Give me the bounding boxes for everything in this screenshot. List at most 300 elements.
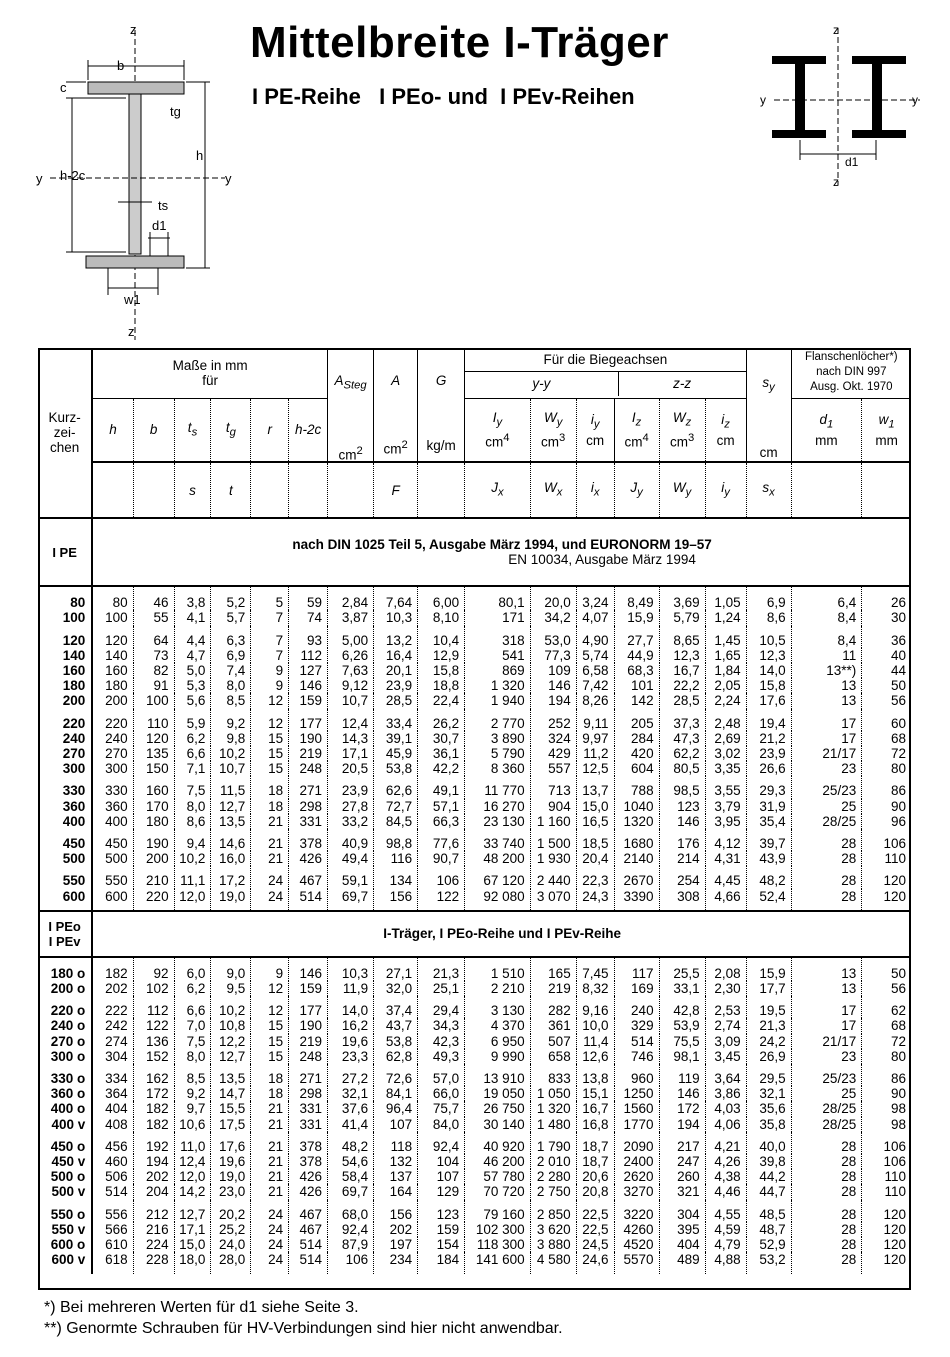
value-cell: 404 bbox=[659, 1237, 705, 1252]
value-cell: 15 bbox=[251, 1018, 289, 1033]
value-cell: 18,5 bbox=[576, 829, 614, 851]
value-cell: 49,1 bbox=[418, 776, 465, 798]
header-alt-cell bbox=[133, 462, 174, 518]
value-cell: 298 bbox=[289, 799, 328, 814]
value-cell: 28 bbox=[791, 866, 862, 888]
value-cell: 22,2 bbox=[659, 678, 705, 693]
table-row bbox=[38, 889, 911, 911]
value-cell: 4,88 bbox=[705, 1252, 746, 1273]
value-cell: 3,55 bbox=[705, 776, 746, 798]
value-cell: 21 bbox=[251, 1132, 289, 1154]
value-cell: 102 300 bbox=[465, 1222, 530, 1237]
value-cell: 29,4 bbox=[418, 996, 465, 1018]
value-cell: 24,5 bbox=[576, 1237, 614, 1252]
value-cell: 80,1 bbox=[465, 586, 530, 610]
value-cell: 5,7 bbox=[211, 610, 251, 625]
value-cell: 224 bbox=[133, 1237, 174, 1252]
value-cell: 32,1 bbox=[746, 1086, 791, 1101]
value-cell: 3,64 bbox=[705, 1064, 746, 1086]
value-cell: 169 bbox=[614, 981, 659, 996]
value-cell: 3,79 bbox=[705, 799, 746, 814]
value-cell: 2,24 bbox=[705, 693, 746, 708]
value-cell: 304 bbox=[659, 1200, 705, 1222]
value-cell: 222 bbox=[92, 996, 133, 1018]
value-cell: 28 bbox=[791, 829, 862, 851]
table-row bbox=[38, 731, 911, 746]
table-row bbox=[38, 626, 911, 648]
kurzzeichen-cell: 330 bbox=[38, 776, 92, 798]
value-cell: 34,3 bbox=[418, 1018, 465, 1033]
value-cell: 5,0 bbox=[174, 663, 211, 678]
value-cell: 9,4 bbox=[174, 829, 211, 851]
kurzzeichen-cell: 180 o bbox=[38, 957, 92, 981]
table-row bbox=[38, 851, 911, 866]
value-cell: 1 160 bbox=[530, 814, 576, 829]
value-cell: 36,1 bbox=[418, 746, 465, 761]
value-cell: 64 bbox=[133, 626, 174, 648]
value-cell: 156 bbox=[374, 1200, 418, 1222]
table-row bbox=[38, 586, 911, 610]
value-cell: 28 bbox=[791, 1222, 862, 1237]
value-cell: 23 bbox=[791, 761, 862, 776]
value-cell: 15,0 bbox=[576, 799, 614, 814]
value-cell: 1680 bbox=[614, 829, 659, 851]
value-cell: 17,2 bbox=[211, 866, 251, 888]
value-cell: 5,74 bbox=[576, 648, 614, 663]
value-cell: 1 930 bbox=[530, 851, 576, 866]
kurzzeichen-cell: 600 v bbox=[38, 1252, 92, 1273]
header-wz: $W_z$ $cm^3$ bbox=[659, 398, 705, 462]
value-cell: 904 bbox=[530, 799, 576, 814]
kurzzeichen-cell: 550 bbox=[38, 866, 92, 888]
value-cell: 84,0 bbox=[418, 1117, 465, 1132]
value-cell: 4,4 bbox=[174, 626, 211, 648]
kurzzeichen-cell: 200 bbox=[38, 693, 92, 708]
value-cell: 120 bbox=[862, 1252, 911, 1273]
value-cell: 137 bbox=[374, 1169, 418, 1184]
header-row-alt bbox=[38, 462, 911, 518]
header-alt-cell: $J_y$ bbox=[614, 462, 659, 518]
value-cell: 10,6 bbox=[174, 1117, 211, 1132]
value-cell: 21 bbox=[251, 1169, 289, 1184]
value-cell: 48 200 bbox=[465, 851, 530, 866]
svg-text:b: b bbox=[117, 58, 125, 73]
value-cell: 194 bbox=[530, 693, 576, 708]
value-cell: 17 bbox=[791, 731, 862, 746]
value-cell: 202 bbox=[374, 1222, 418, 1237]
value-cell: 16,5 bbox=[576, 814, 614, 829]
value-cell: 40,0 bbox=[746, 1132, 791, 1154]
value-cell: 48,2 bbox=[746, 866, 791, 888]
value-cell: 202 bbox=[133, 1169, 174, 1184]
value-cell: 8,4 bbox=[791, 626, 862, 648]
value-cell: 7,63 bbox=[328, 663, 374, 678]
value-cell: 55 bbox=[133, 610, 174, 625]
value-cell: 5,2 bbox=[211, 586, 251, 610]
value-cell: 21 bbox=[251, 1117, 289, 1132]
value-cell: 62 bbox=[862, 996, 911, 1018]
value-cell: 1770 bbox=[614, 1117, 659, 1132]
value-cell: 9,2 bbox=[174, 1086, 211, 1101]
value-cell: 104 bbox=[418, 1154, 465, 1169]
value-cell: 33,4 bbox=[374, 709, 418, 731]
value-cell: 5,00 bbox=[328, 626, 374, 648]
value-cell: 176 bbox=[659, 829, 705, 851]
table-row bbox=[38, 1034, 911, 1049]
value-cell: 400 bbox=[92, 814, 133, 829]
footnote-1: *) Bei mehreren Werten für d1 siehe Seite 3. bbox=[44, 1299, 359, 1316]
value-cell: 514 bbox=[289, 1252, 328, 1273]
kurzzeichen-cell: 360 o bbox=[38, 1086, 92, 1101]
value-cell: 49,3 bbox=[418, 1049, 465, 1064]
value-cell: 300 bbox=[92, 761, 133, 776]
value-cell: 20,2 bbox=[211, 1200, 251, 1222]
value-cell: 10,7 bbox=[328, 693, 374, 708]
value-cell: 120 bbox=[862, 1200, 911, 1222]
value-cell: 21,3 bbox=[418, 957, 465, 981]
value-cell: 23 130 bbox=[465, 814, 530, 829]
table-row bbox=[38, 776, 911, 798]
value-cell: 102 bbox=[133, 981, 174, 996]
kurzzeichen-cell: 100 bbox=[38, 610, 92, 625]
value-cell: 122 bbox=[133, 1018, 174, 1033]
value-cell: 234 bbox=[374, 1252, 418, 1273]
value-cell: 9,0 bbox=[211, 957, 251, 981]
value-cell: 37,6 bbox=[328, 1101, 374, 1116]
value-cell: 42,3 bbox=[418, 1034, 465, 1049]
header-w1: $w_1$ mm bbox=[862, 398, 911, 462]
value-cell: 408 bbox=[92, 1117, 133, 1132]
value-cell: 24,2 bbox=[746, 1034, 791, 1049]
value-cell: 604 bbox=[614, 761, 659, 776]
value-cell: 21 bbox=[251, 1101, 289, 1116]
value-cell: 13,7 bbox=[576, 776, 614, 798]
value-cell: 7,45 bbox=[576, 957, 614, 981]
value-cell: 45,9 bbox=[374, 746, 418, 761]
table-row bbox=[38, 1169, 911, 1184]
value-cell: 27,8 bbox=[328, 799, 374, 814]
value-cell: 74 bbox=[289, 610, 328, 625]
value-cell: 90 bbox=[862, 799, 911, 814]
value-cell: 329 bbox=[614, 1018, 659, 1033]
value-cell: 12,3 bbox=[659, 648, 705, 663]
value-cell: 182 bbox=[133, 1101, 174, 1116]
value-cell: 220 bbox=[133, 889, 174, 911]
table-row bbox=[38, 746, 911, 761]
value-cell: 4,66 bbox=[705, 889, 746, 911]
value-cell: 248 bbox=[289, 761, 328, 776]
kurzzeichen-cell: 80 bbox=[38, 586, 92, 610]
value-cell: 19 050 bbox=[465, 1086, 530, 1101]
value-cell: 15 bbox=[251, 731, 289, 746]
table-row bbox=[38, 1184, 911, 1199]
value-cell: 30 bbox=[862, 610, 911, 625]
value-cell: 56 bbox=[862, 693, 911, 708]
table-row bbox=[38, 1154, 911, 1169]
value-cell: 324 bbox=[530, 731, 576, 746]
header-r: r bbox=[251, 398, 289, 462]
value-cell: 28,0 bbox=[211, 1252, 251, 1273]
value-cell: 550 bbox=[92, 866, 133, 888]
value-cell: 16,8 bbox=[576, 1117, 614, 1132]
kurzzeichen-cell: 450 o bbox=[38, 1132, 92, 1154]
value-cell: 17,1 bbox=[174, 1222, 211, 1237]
table-row bbox=[38, 709, 911, 731]
value-cell: 28 bbox=[791, 1154, 862, 1169]
header-alt-cell bbox=[289, 462, 328, 518]
value-cell: 15 bbox=[251, 1049, 289, 1064]
value-cell: 93 bbox=[289, 626, 328, 648]
value-cell: 90,7 bbox=[418, 851, 465, 866]
value-cell: 271 bbox=[289, 1064, 328, 1086]
value-cell: 514 bbox=[92, 1184, 133, 1199]
value-cell: 52,4 bbox=[746, 889, 791, 911]
value-cell: 2,74 bbox=[705, 1018, 746, 1033]
value-cell: 10,4 bbox=[418, 626, 465, 648]
value-cell: 11 bbox=[791, 648, 862, 663]
value-cell: 514 bbox=[289, 889, 328, 911]
value-cell: 15,9 bbox=[614, 610, 659, 625]
value-cell: 378 bbox=[289, 1132, 328, 1154]
kurzzeichen-cell: 300 o bbox=[38, 1049, 92, 1064]
value-cell: 172 bbox=[133, 1086, 174, 1101]
value-cell: 318 bbox=[465, 626, 530, 648]
value-cell: 467 bbox=[289, 1200, 328, 1222]
value-cell: 48,5 bbox=[746, 1200, 791, 1222]
value-cell: 467 bbox=[289, 1222, 328, 1237]
header-iz: $i_z$ cm bbox=[705, 398, 746, 462]
value-cell: 2 280 bbox=[530, 1169, 576, 1184]
value-cell: 14,3 bbox=[328, 731, 374, 746]
value-cell: 35,4 bbox=[746, 814, 791, 829]
value-cell: 6,58 bbox=[576, 663, 614, 678]
kurzzeichen-cell: 600 o bbox=[38, 1237, 92, 1252]
header-asteg: $A_{Steg}$ $cm^2$ bbox=[328, 348, 374, 462]
value-cell: 26,2 bbox=[418, 709, 465, 731]
value-cell: 3390 bbox=[614, 889, 659, 911]
value-cell: 98,1 bbox=[659, 1049, 705, 1064]
value-cell: 10,2 bbox=[211, 746, 251, 761]
value-cell: 3 130 bbox=[465, 996, 530, 1018]
value-cell: 141 600 bbox=[465, 1252, 530, 1273]
value-cell: 98 bbox=[862, 1101, 911, 1116]
table-row bbox=[38, 610, 911, 625]
value-cell: 129 bbox=[418, 1184, 465, 1199]
value-cell: 159 bbox=[418, 1222, 465, 1237]
value-cell: 10,2 bbox=[174, 851, 211, 866]
value-cell: 30,7 bbox=[418, 731, 465, 746]
value-cell: 2,84 bbox=[328, 586, 374, 610]
value-cell: 4,46 bbox=[705, 1184, 746, 1199]
kurzzeichen-cell: 550 v bbox=[38, 1222, 92, 1237]
value-cell: 8,32 bbox=[576, 981, 614, 996]
value-cell: 80 bbox=[92, 586, 133, 610]
value-cell: 361 bbox=[530, 1018, 576, 1033]
value-cell: 1,84 bbox=[705, 663, 746, 678]
table-row bbox=[38, 1064, 911, 1086]
value-cell: 10,0 bbox=[576, 1018, 614, 1033]
value-cell: 120 bbox=[133, 731, 174, 746]
value-cell: 8,4 bbox=[791, 610, 862, 625]
value-cell: 557 bbox=[530, 761, 576, 776]
value-cell: 28 bbox=[791, 1200, 862, 1222]
value-cell: 37,3 bbox=[659, 709, 705, 731]
value-cell: 8,5 bbox=[211, 693, 251, 708]
value-cell: 20,0 bbox=[530, 586, 576, 610]
value-cell: 190 bbox=[133, 829, 174, 851]
value-cell: 6,3 bbox=[211, 626, 251, 648]
value-cell: 240 bbox=[92, 731, 133, 746]
value-cell: 5,3 bbox=[174, 678, 211, 693]
value-cell: 17,7 bbox=[746, 981, 791, 996]
value-cell: 16,7 bbox=[659, 663, 705, 678]
value-cell: 180 bbox=[92, 678, 133, 693]
value-cell: 25/23 bbox=[791, 1064, 862, 1086]
value-cell: 33,2 bbox=[328, 814, 374, 829]
value-cell: 146 bbox=[289, 678, 328, 693]
value-cell: 107 bbox=[418, 1169, 465, 1184]
svg-text:d1: d1 bbox=[845, 155, 859, 169]
header-iz: $I_z$ $cm^4$ bbox=[614, 398, 659, 462]
value-cell: 123 bbox=[418, 1200, 465, 1222]
value-cell: 164 bbox=[374, 1184, 418, 1199]
table-row bbox=[38, 761, 911, 776]
value-cell: 25 bbox=[791, 799, 862, 814]
value-cell: 2400 bbox=[614, 1154, 659, 1169]
value-cell: 6,00 bbox=[418, 586, 465, 610]
value-cell: 8,6 bbox=[174, 814, 211, 829]
value-cell: 17,6 bbox=[746, 693, 791, 708]
value-cell: 28 bbox=[791, 1252, 862, 1273]
svg-text:ts: ts bbox=[158, 198, 169, 213]
value-cell: 58,4 bbox=[328, 1169, 374, 1184]
value-cell: 489 bbox=[659, 1252, 705, 1273]
value-cell: 2,30 bbox=[705, 981, 746, 996]
header-sy: $s_y$ cm bbox=[746, 348, 791, 462]
value-cell: 220 bbox=[92, 709, 133, 731]
header-alt-cell bbox=[862, 462, 911, 518]
value-cell: 11,9 bbox=[328, 981, 374, 996]
value-cell: 426 bbox=[289, 1184, 328, 1199]
value-cell: 29,5 bbox=[746, 1064, 791, 1086]
value-cell: 18 bbox=[251, 799, 289, 814]
value-cell: 116 bbox=[374, 851, 418, 866]
kurzzeichen-cell: 160 bbox=[38, 663, 92, 678]
value-cell: 23,9 bbox=[374, 678, 418, 693]
value-cell: 10,3 bbox=[374, 610, 418, 625]
value-cell: 284 bbox=[614, 731, 659, 746]
value-cell: 3,45 bbox=[705, 1049, 746, 1064]
table-row bbox=[38, 1252, 911, 1273]
yy-label: y-y bbox=[465, 372, 619, 396]
value-cell: 110 bbox=[133, 709, 174, 731]
value-cell: 41,4 bbox=[328, 1117, 374, 1132]
header-h: h bbox=[92, 398, 133, 462]
value-cell: 6 950 bbox=[465, 1034, 530, 1049]
value-cell: 172 bbox=[659, 1101, 705, 1116]
value-cell: 118 300 bbox=[465, 1237, 530, 1252]
value-cell: 21 bbox=[251, 1184, 289, 1199]
value-cell: 87,9 bbox=[328, 1237, 374, 1252]
value-cell: 10,2 bbox=[211, 996, 251, 1018]
value-cell: 4 580 bbox=[530, 1252, 576, 1273]
header-g: G kg/m bbox=[418, 348, 465, 462]
value-cell: 18,0 bbox=[174, 1252, 211, 1273]
value-cell: 378 bbox=[289, 1154, 328, 1169]
value-cell: 22,4 bbox=[418, 693, 465, 708]
value-cell: 24 bbox=[251, 1200, 289, 1222]
value-cell: 22,3 bbox=[576, 866, 614, 888]
value-cell: 330 bbox=[92, 776, 133, 798]
value-cell: 44,7 bbox=[746, 1184, 791, 1199]
value-cell: 404 bbox=[92, 1101, 133, 1116]
value-cell: 713 bbox=[530, 776, 576, 798]
value-cell: 5 790 bbox=[465, 746, 530, 761]
value-cell: 11,5 bbox=[211, 776, 251, 798]
value-cell: 788 bbox=[614, 776, 659, 798]
value-cell: 43,9 bbox=[746, 851, 791, 866]
value-cell: 1 500 bbox=[530, 829, 576, 851]
value-cell: 107 bbox=[374, 1117, 418, 1132]
value-cell: 118 bbox=[374, 1132, 418, 1154]
value-cell: 9 bbox=[251, 957, 289, 981]
value-cell: 1 510 bbox=[465, 957, 530, 981]
value-cell: 5570 bbox=[614, 1252, 659, 1273]
value-cell: 162 bbox=[133, 1064, 174, 1086]
value-cell: 12 bbox=[251, 981, 289, 996]
svg-text:z: z bbox=[130, 22, 137, 37]
value-cell: 25 bbox=[791, 1086, 862, 1101]
value-cell: 21 bbox=[251, 851, 289, 866]
value-cell: 23,3 bbox=[328, 1049, 374, 1064]
value-cell: 54,6 bbox=[328, 1154, 374, 1169]
value-cell: 40 920 bbox=[465, 1132, 530, 1154]
value-cell: 68,0 bbox=[328, 1200, 374, 1222]
value-cell: 8,6 bbox=[746, 610, 791, 625]
value-cell: 177 bbox=[289, 709, 328, 731]
value-cell: 298 bbox=[289, 1086, 328, 1101]
value-cell: 160 bbox=[92, 663, 133, 678]
value-cell: 77,6 bbox=[418, 829, 465, 851]
value-cell: 190 bbox=[289, 1018, 328, 1033]
value-cell: 13,5 bbox=[211, 1064, 251, 1086]
value-cell: 57 780 bbox=[465, 1169, 530, 1184]
value-cell: 321 bbox=[659, 1184, 705, 1199]
value-cell: 156 bbox=[374, 889, 418, 911]
value-cell: 1250 bbox=[614, 1086, 659, 1101]
value-cell: 5,6 bbox=[174, 693, 211, 708]
value-cell: 72,6 bbox=[374, 1064, 418, 1086]
value-cell: 22,5 bbox=[576, 1222, 614, 1237]
value-cell: 2620 bbox=[614, 1169, 659, 1184]
value-cell: 2,08 bbox=[705, 957, 746, 981]
section-header-peo bbox=[38, 911, 911, 957]
value-cell: 12,0 bbox=[174, 889, 211, 911]
value-cell: 19,5 bbox=[746, 996, 791, 1018]
value-cell: 53,9 bbox=[659, 1018, 705, 1033]
value-cell: 25,5 bbox=[659, 957, 705, 981]
kurzzeichen-cell: 220 bbox=[38, 709, 92, 731]
value-cell: 1320 bbox=[614, 814, 659, 829]
value-cell: 13**) bbox=[791, 663, 862, 678]
value-cell: 2 750 bbox=[530, 1184, 576, 1199]
value-cell: 8,5 bbox=[174, 1064, 211, 1086]
value-cell: 53,8 bbox=[374, 1034, 418, 1049]
value-cell: 16,2 bbox=[328, 1018, 374, 1033]
value-cell: 7,0 bbox=[174, 1018, 211, 1033]
value-cell: 92,4 bbox=[418, 1132, 465, 1154]
header-alt-cell: $s_x$ bbox=[746, 462, 791, 518]
